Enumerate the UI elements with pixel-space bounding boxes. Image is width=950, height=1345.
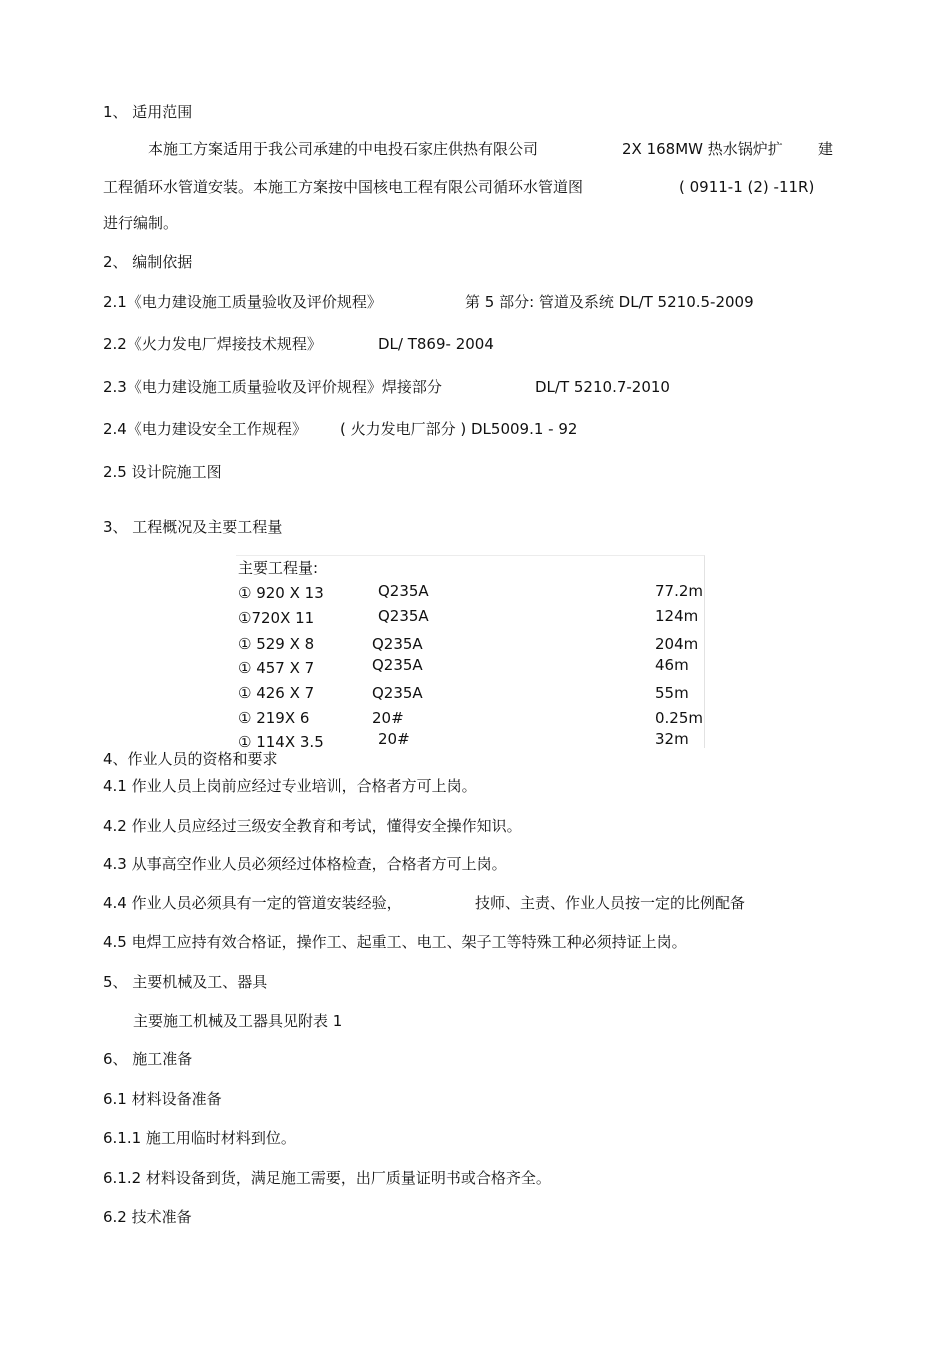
- requirement-item-5: 4.5 电焊工应持有效合格证，操作工、起重工、电工、架子工等特殊工种必须持证上岗。: [103, 933, 687, 951]
- row-1-quantity: 77.2m: [655, 582, 704, 600]
- row-3-quantity: 204m: [655, 635, 699, 653]
- basis-item-4-code: ( 火力发电厂部分 ) DL5009.1 - 92: [340, 420, 578, 438]
- row-4-spec: ① 457 X 7: [238, 659, 315, 677]
- section-5-text: 主要施工机械及工器具见附表 1: [133, 1012, 343, 1030]
- requirement-item-3: 4.3 从事高空作业人员必须经过体格检查，合格者方可上岗。: [103, 855, 507, 873]
- preparation-item-4: 6.2 技术准备: [103, 1208, 192, 1226]
- row-6-quantity: 0.25m: [655, 709, 704, 727]
- section-1-text-c: 建: [818, 140, 834, 158]
- section-1-text-e: ( 0911-1 (2) -11R): [679, 178, 815, 196]
- row-5-quantity: 55m: [655, 684, 689, 702]
- section-1-text-a: 本施工方案适用于我公司承建的中电投石家庄供热有限公司: [148, 140, 539, 158]
- section-1-heading: 1、 适用范围: [103, 103, 193, 121]
- section-1-text-b: 2X 168MW 热水锅炉扩: [622, 140, 783, 158]
- preparation-item-2: 6.1.1 施工用临时材料到位。: [103, 1129, 296, 1147]
- basis-item-1: 2.1《电力建设施工质量验收及评价规程》: [103, 293, 382, 311]
- row-1-material: Q235A: [378, 582, 429, 600]
- row-2-quantity: 124m: [655, 607, 699, 625]
- row-7-spec: ① 114X 3.5: [238, 733, 324, 751]
- basis-item-2: 2.2《火力发电厂焊接技术规程》: [103, 335, 322, 353]
- section-1-text-d: 工程循环水管道安装。本施工方案按中国核电工程有限公司循环水管道图: [103, 178, 584, 196]
- row-7-quantity: 32m: [655, 730, 689, 748]
- section-5-heading: 5、 主要机械及工、器具: [103, 973, 268, 991]
- basis-item-4: 2.4《电力建设安全工作规程》: [103, 420, 307, 438]
- row-6-spec: ① 219X 6: [238, 709, 310, 727]
- row-4-quantity: 46m: [655, 656, 689, 674]
- section-3-heading: 3、 工程概况及主要工程量: [103, 518, 283, 536]
- row-1-spec: ① 920 X 13: [238, 584, 324, 602]
- quantity-table: [236, 555, 705, 751]
- requirement-item-2: 4.2 作业人员应经过三级安全教育和考试，懂得安全操作知识。: [103, 817, 522, 835]
- preparation-item-3: 6.1.2 材料设备到货，满足施工需要，出厂质量证明书或合格齐全。: [103, 1169, 551, 1187]
- basis-item-5: 2.5 设计院施工图: [103, 463, 222, 481]
- basis-item-3-code: DL/T 5210.7-2010: [535, 378, 670, 396]
- section-4-heading: 4、作业人员的资格和要求: [103, 750, 278, 768]
- section-2-heading: 2、 编制依据: [103, 253, 193, 271]
- requirement-item-4: 4.4 作业人员必须具有一定的管道安装经验，: [103, 894, 402, 912]
- requirement-item-4-continued: 技师、主责、作业人员按一定的比例配备: [475, 894, 746, 912]
- section-6-heading: 6、 施工准备: [103, 1050, 193, 1068]
- row-4-material: Q235A: [372, 656, 423, 674]
- preparation-item-1: 6.1 材料设备准备: [103, 1090, 222, 1108]
- row-5-spec: ① 426 X 7: [238, 684, 315, 702]
- basis-item-3: 2.3《电力建设施工质量验收及评价规程》焊接部分: [103, 378, 442, 396]
- basis-item-2-code: DL/ T869- 2004: [378, 335, 494, 353]
- table-title: 主要工程量:: [238, 559, 319, 577]
- row-3-material: Q235A: [372, 635, 423, 653]
- row-3-spec: ① 529 X 8: [238, 635, 315, 653]
- row-7-material: 20#: [378, 730, 410, 748]
- row-2-spec: ①720X 11: [238, 609, 315, 627]
- basis-item-1-code: 第 5 部分: 管道及系统 DL/T 5210.5-2009: [465, 293, 754, 311]
- section-1-text-f: 进行编制。: [103, 214, 179, 232]
- row-5-material: Q235A: [372, 684, 423, 702]
- row-6-material: 20#: [372, 709, 404, 727]
- row-2-material: Q235A: [378, 607, 429, 625]
- requirement-item-1: 4.1 作业人员上岗前应经过专业培训，合格者方可上岗。: [103, 777, 477, 795]
